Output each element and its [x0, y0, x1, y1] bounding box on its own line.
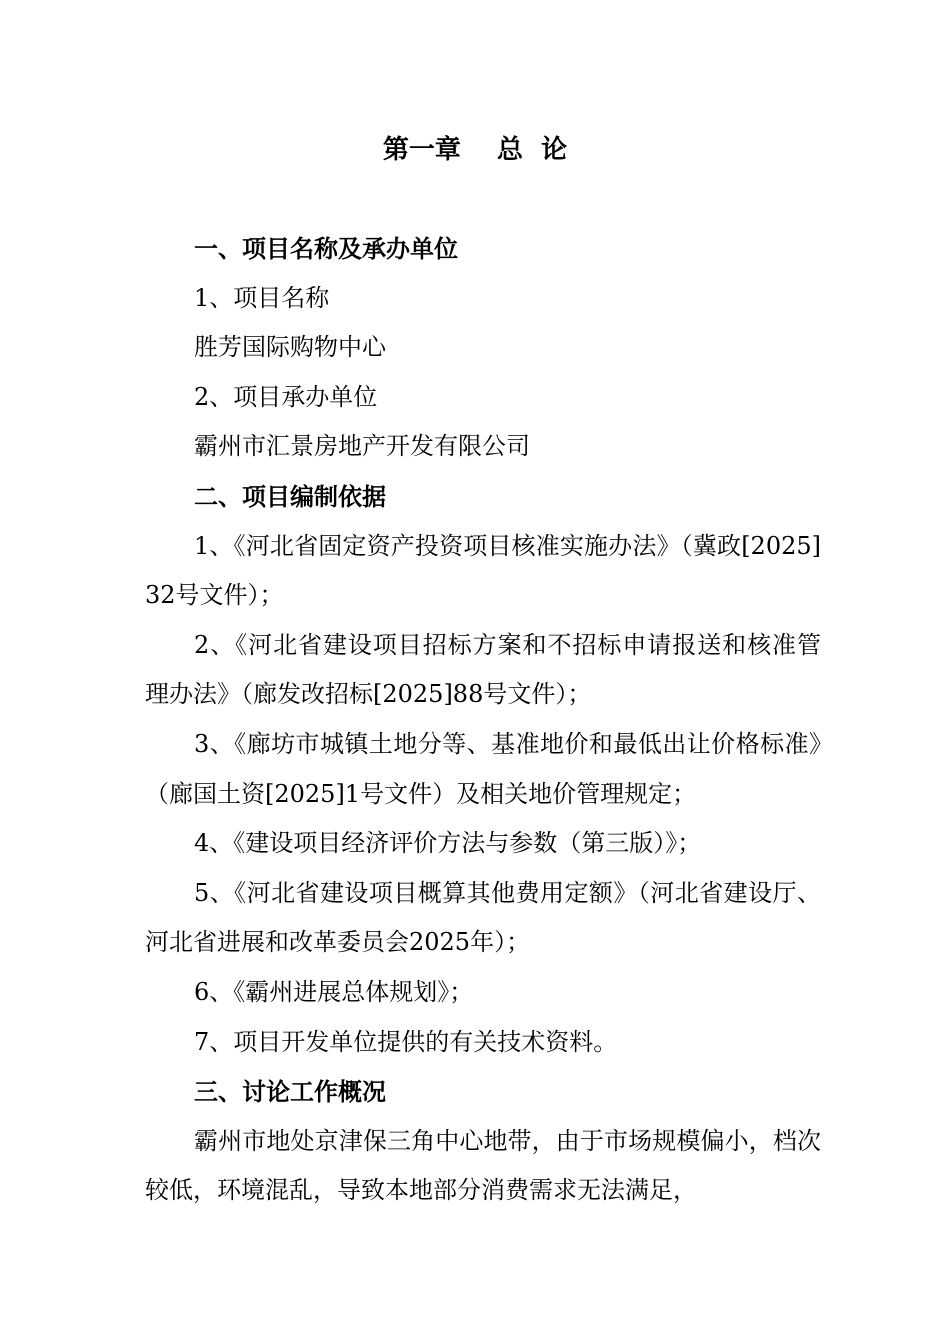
project-undertaker-value: 霸州市汇景房地产开发有限公司	[194, 432, 530, 461]
subsection-project-undertaker: 2、项目承办单位	[194, 382, 378, 411]
subsection-project-name: 1、项目名称	[194, 283, 330, 312]
basis-item-1: 1、《河北省固定资产投资项目核准实施办法》（冀政[2025]32号文件）；	[145, 531, 821, 610]
overview-paragraph: 霸州市地处京津保三角中心地带，由于市场规模偏小，档次较低，环境混乱，导致本地部分消费需求无法满足，	[145, 1126, 821, 1205]
basis-item-4: 4、《建设项目经济评价方法与参数（第三版）》；	[194, 829, 702, 858]
chapter-title: 第一章 总 论	[382, 135, 568, 165]
basis-item-6: 6、《霸州进展总体规划》；	[194, 977, 474, 1006]
basis-item-2: 2、《河北省建设项目招标方案和不招标申请报送和核准管理办法》（廊发改招标[2025]88号文件）；	[145, 630, 821, 709]
section-heading-project-name: 一、项目名称及承办单位	[194, 234, 458, 263]
section-heading-overview: 三、讨论工作概况	[194, 1077, 386, 1107]
basis-item-5: 5、《河北省建设项目概算其他费用定额》（河北省建设厅、河北省进展和改革委员会2025年）；	[145, 878, 821, 957]
project-name-value: 胜芳国际购物中心	[194, 333, 386, 362]
basis-item-3: 3、《廊坊市城镇土地分等、基准地价和最低出让价格标准》（廊国土资[2025]1号文件）及相关地价管理规定；	[145, 729, 821, 808]
document-body	[145, 224, 821, 1216]
basis-item-7: 7、项目开发单位提供的有关技术资料。	[194, 1027, 618, 1056]
section-heading-basis: 二、项目编制依据	[194, 481, 386, 511]
